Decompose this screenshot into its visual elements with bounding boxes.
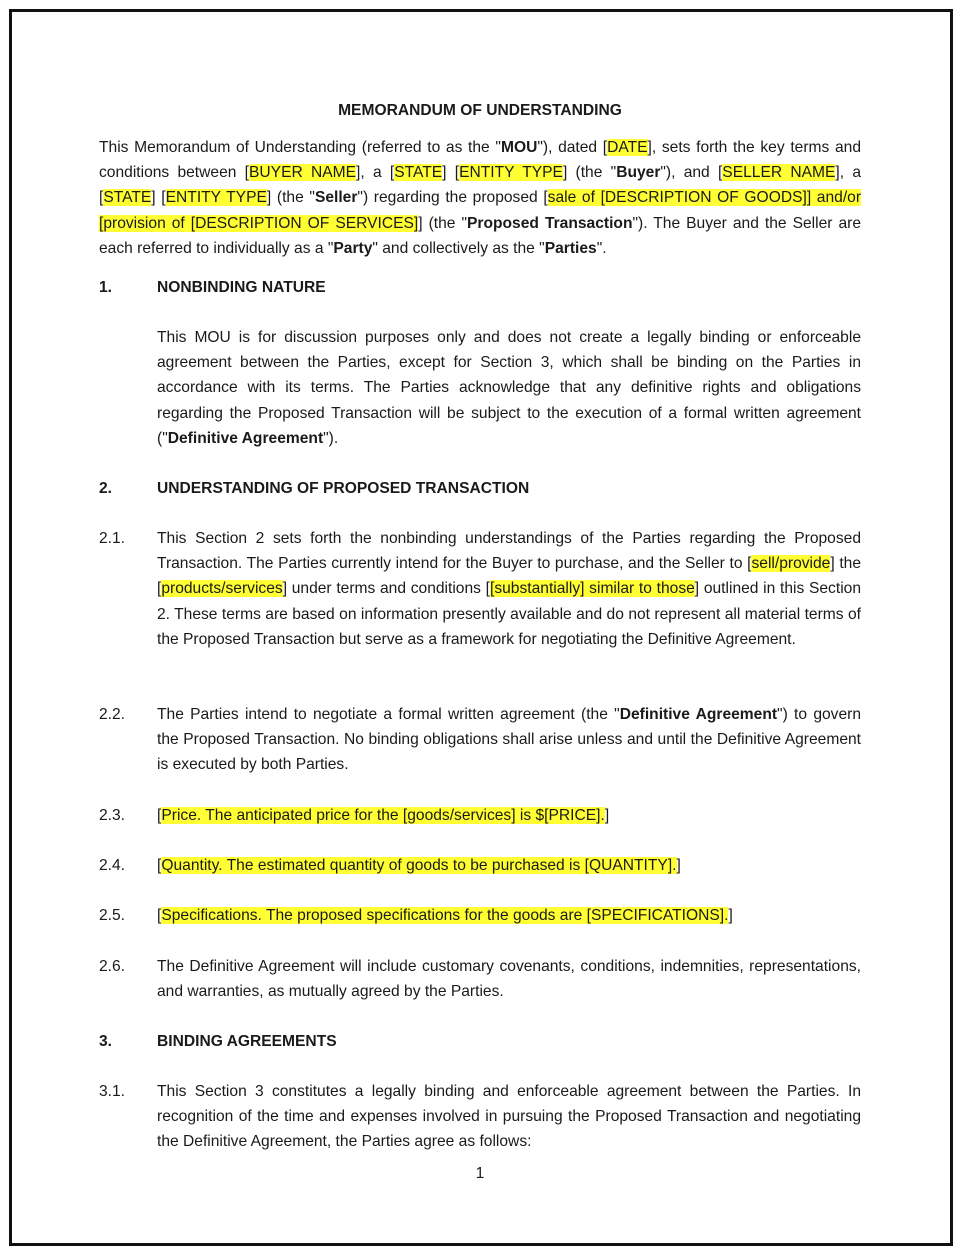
section-body-text [157,1079,861,1155]
text-run: UNDERSTANDING OF PROPOSED TRANSACTION [157,480,530,497]
section-body-text [157,526,861,652]
section-number: 2.5. [99,907,126,924]
text-run: ] [ [442,164,460,182]
section-number: 3. [99,1033,113,1050]
section-paragraph [99,526,861,652]
text-run: ] [604,807,610,824]
text-run: This Section 3 constitutes a legally binding and enforceable agreement between the Parties. In recognition of the time and expenses involved in pursuing the Proposed Transaction and negotiating the Definitive Agreement, the Parties agree as follows: [157,1083,861,1151]
defined-term: Parties [544,239,597,257]
defined-term: Seller [314,189,358,207]
text-run: ] the [ [157,555,862,598]
placeholder-highlight: STATE [394,164,443,182]
placeholder-highlight: ENTITY TYPE [459,164,563,182]
text-run: The Definitive Agreement will include customary covenants, conditions, indemnities, representations, and warranties, as mutually agreed by the Parties. [157,958,861,1001]
page-number: 1 [475,1165,485,1182]
placeholder-highlight: sell/provide [751,555,831,573]
text-run: ") regarding the proposed [ [357,189,548,207]
text-run: ] (the " [562,164,617,182]
text-run: "), and [ [660,164,723,182]
text-run: [ [157,907,162,924]
text-run: ] (the " [418,214,468,232]
placeholder-highlight: products/services [161,580,283,598]
section-paragraph [99,325,861,451]
section-paragraph [99,903,861,928]
placeholder-highlight: [substantially] similar to those [490,580,695,598]
placeholder-highlight: Quantity. The estimated quantity of goods to be purchased is [QUANTITY]. [161,857,677,874]
text-run: ") to govern the Proposed Transaction. No binding obligations shall arise unless and until the Definitive Agreement is executed by both Parties. [157,706,862,774]
section-body-text [157,853,861,878]
text-run: "), dated [ [537,139,608,156]
placeholder-highlight: sale of [DESCRIPTION OF GOODS]] and/or [provision of [DESCRIPTION OF SERVICES] [99,189,862,232]
placeholder-highlight: ENTITY TYPE [165,189,267,207]
text-run: This MOU is for discussion purposes only and does not create a legally binding or enforceable agreement between the Parties, except for Section 3, which shall be binding on the Parties in accordance with its terms. The Parties acknowledge that any definitive rights and obligations regarding the Proposed Transaction will be subject to the execution of a formal written agreement (" [157,329,861,447]
text-run: ], a [ [99,164,861,207]
text-run: ] under terms and conditions [ [282,580,490,598]
text-run: ] [728,907,733,924]
text-run: [ [157,807,162,824]
section-paragraph [99,803,861,828]
section-body-text [157,803,861,828]
placeholder-highlight: STATE [103,189,152,207]
placeholder-highlight: Price. The anticipated price for the [goods/services] is $[PRICE]. [161,807,605,824]
section-number: 1. [99,279,113,296]
section-body-text [157,325,861,451]
section-number: 3.1. [99,1083,126,1100]
text-run: " and collectively as the " [372,239,545,257]
text-run: ] outlined in this Section 2. These terms are based on information presently available and do not represent all material terms of the Proposed Transaction but serve as a framework for negotiating the Definitive Agreement. [157,580,861,648]
placeholder-highlight: SELLER NAME [722,164,836,182]
section-paragraph [99,954,861,1004]
text-run: ], a [ [356,164,395,182]
section-paragraph [99,1079,861,1155]
placeholder-highlight: BUYER NAME [249,164,357,182]
section-paragraph [99,853,861,878]
text-run: ] [ [151,189,166,207]
text-run: "). [323,429,339,447]
section-heading-text [157,476,861,501]
section-number: 2.4. [99,857,126,874]
text-run: NONBINDING NATURE [157,279,326,296]
defined-term: Proposed Transaction [467,214,633,232]
defined-term: MOU [500,139,538,156]
placeholder-highlight: Specifications. The proposed specifications for the goods are [SPECIFICATIONS]. [161,907,729,924]
text-run: This Memorandum of Understanding (referred to as the " [99,139,501,156]
section-heading [99,275,861,300]
section-heading-text [157,1029,861,1054]
text-run: The Parties intend to negotiate a formal written agreement (the " [157,706,620,723]
text-run: ], sets forth the key terms and conditions between [ [99,139,861,182]
section-body-text [157,702,861,778]
section-number: 2.1. [99,530,126,547]
section-heading [99,476,861,501]
section-heading [99,1029,861,1054]
placeholder-highlight: DATE [607,139,648,156]
section-number: 2.6. [99,958,126,975]
text-run: BINDING AGREEMENTS [157,1033,337,1050]
section-number: 2. [99,480,113,497]
section-paragraph [99,702,861,778]
defined-term: Definitive Agreement [619,706,778,723]
intro-paragraph [99,135,861,261]
text-run: This Section 2 sets forth the nonbinding understandings of the Parties regarding the Proposed Transaction. The Parties currently intend for the Buyer to purchase, and the Seller to [ [157,530,861,573]
document-title: MEMORANDUM OF UNDERSTANDING [338,102,622,119]
section-number: 2.3. [99,807,126,824]
text-run: ". [596,239,607,257]
defined-term: Party [333,239,373,257]
section-heading-text [157,275,861,300]
section-body-text [157,903,861,928]
text-run: ] [676,857,681,874]
section-number: 2.2. [99,706,126,723]
text-run: [ [157,857,162,874]
section-body-text [157,954,861,1004]
text-run: "). The Buyer and the Seller are each referred to individually as a " [99,214,862,257]
defined-term: Buyer [616,164,661,182]
text-run: ] (the " [266,189,315,207]
defined-term: Definitive Agreement [167,429,324,447]
